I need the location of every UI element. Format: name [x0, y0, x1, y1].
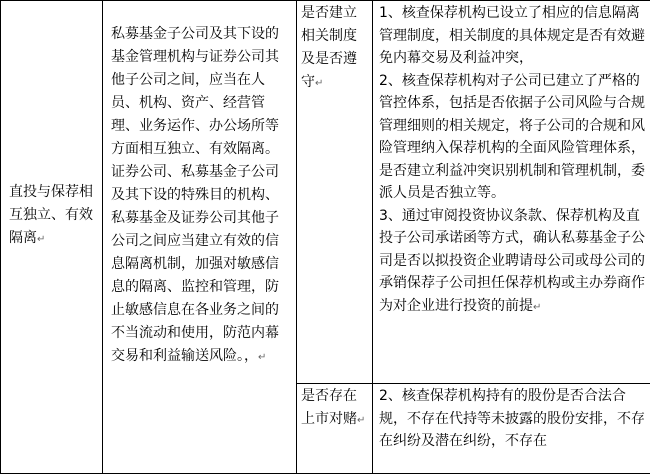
check-item-cell — [297, 1, 373, 384]
check-item-text: 是否存在上市对赌 — [301, 388, 357, 427]
paragraph-mark-icon: ↵ — [315, 78, 323, 89]
check-item-text: 是否建立相关制度及是否遵守 — [301, 5, 357, 90]
paragraph-mark-icon: ↵ — [258, 352, 266, 363]
procedure-cell — [373, 1, 650, 384]
requirement-cell — [103, 1, 297, 474]
category-cell — [1, 1, 103, 474]
procedure-cell — [373, 384, 650, 474]
requirement-text: 私募基金子公司及其下设的基金管理机构与证券公司其他子公司之间，应当在人员、机构、资产、经营管理、业务运作、办公场所等方面相互独立、有效隔离。证券公司、私募基金子公司及其下设的特殊目的机构、私募基金及证券公司其他子公司之间应当建立有效的信息隔离机制，加强对敏感信息的隔离、监控和管理，防止敏感信息在各业务之间的不当流动和使用，防范内幕交易和利益输送风险。， — [111, 26, 279, 364]
check-item-cell — [297, 384, 373, 474]
paragraph-mark-icon: ↵ — [37, 234, 45, 245]
paragraph-mark-icon: ↵ — [533, 302, 541, 313]
category-text: 直投与保荐相互独立、有效隔离 — [9, 184, 93, 246]
procedure-text: 1、核查保荐机构已设立了相应的信息隔离管理制度，相关制度的具体规定是否有效避免内幕交易及利益冲突， 2、核查保荐机构对子公司已建立了严格的管控体系，包括是否依据子公司风险与合规管理细则的相关规定，将子公司的合规和风险管理纳入保荐机构的全面风险管理体系，是否建立利益冲突识别机制和管理机制，委派人员是否独立等。 3、通过审阅投资协议条款、保荐机构及直投子公司承诺函等方式，确认私募基金子公司是否以拟投资企业聘请母公司或母公司的承销保荐子公司担任保荐机构或主办券商作为对企业进行投资的前提 — [379, 5, 645, 314]
procedure-text: 2、核查保荐机构持有的股份是否合法合规，不存在代持等未披露的股份安排，不存在纠纷及潜在纠纷，不存在 — [379, 388, 645, 449]
paragraph-mark-icon: ↵ — [357, 415, 365, 426]
